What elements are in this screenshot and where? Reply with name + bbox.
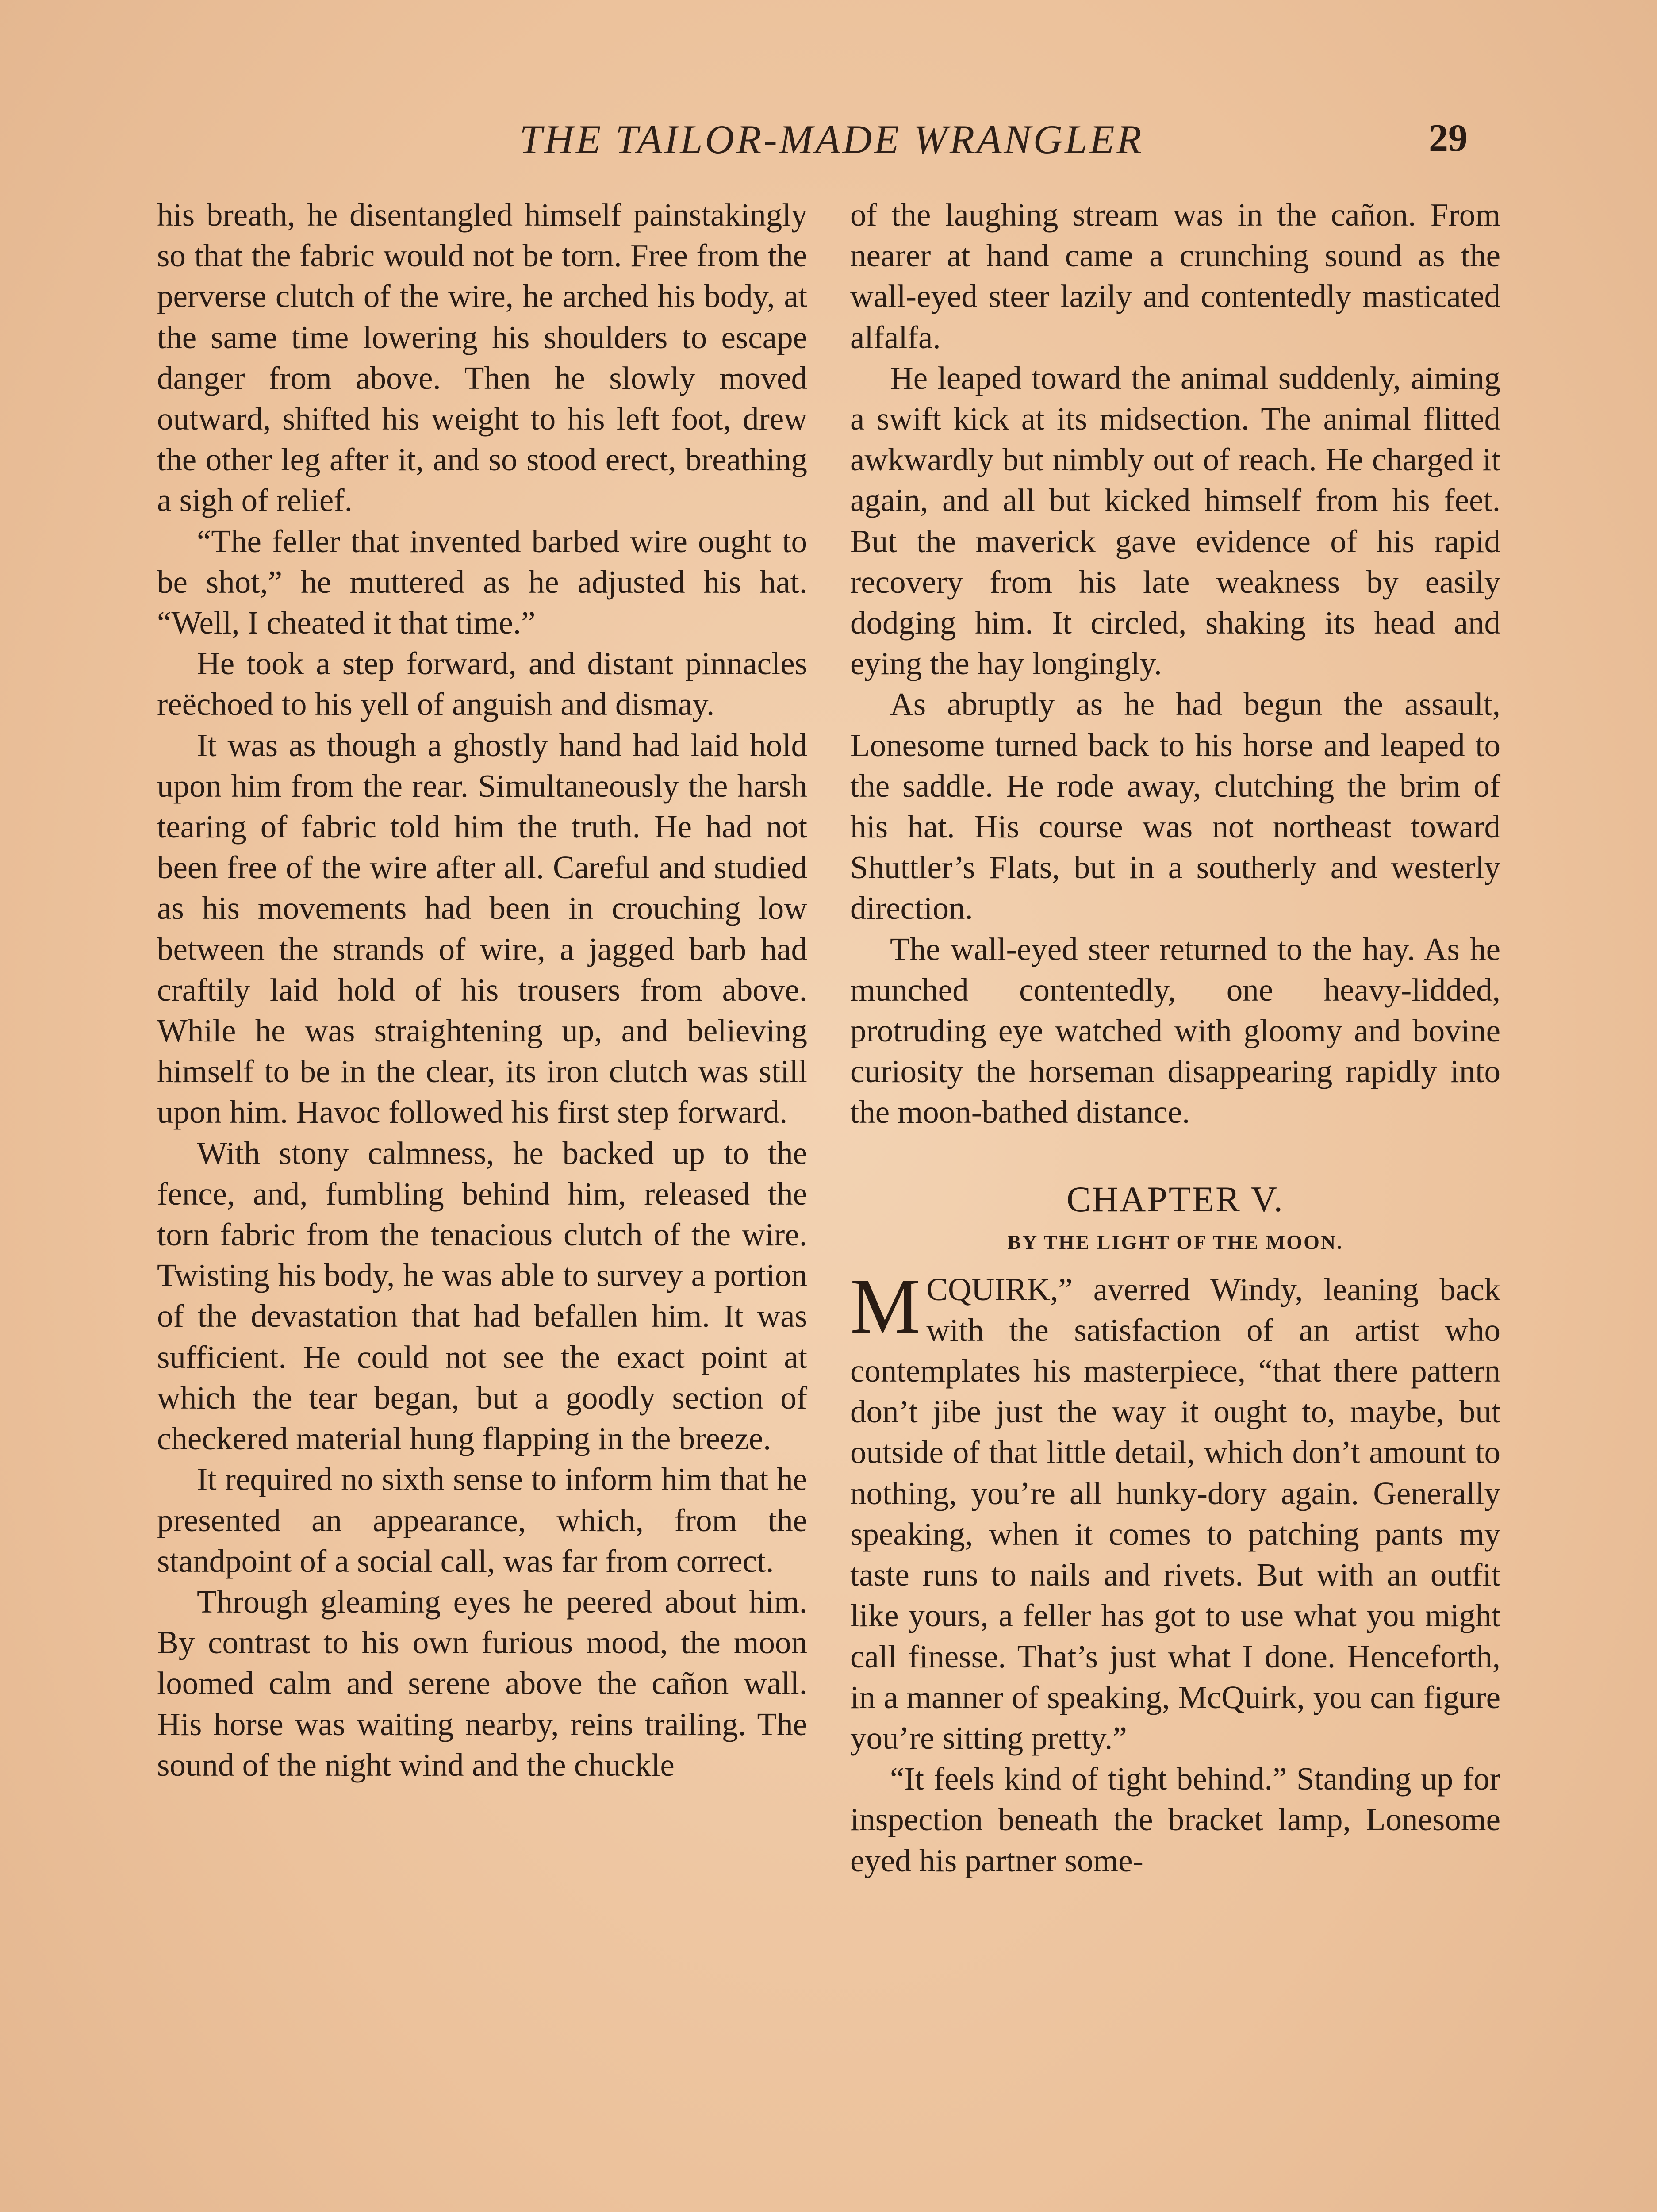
chapter-opening-text: CQUIRK,” averred Windy, leaning back with the satisfaction of an artist who contemplates his masterpiece, “that there pattern don’t jibe just the way it ought to, maybe, but outside of that little detail, which don’t amount to nothing, you’re all hunky-dory again. Generally speaking, when it comes to patching pants my taste runs to nails and rivets. But with an outfit like yours, a feller has got to use what you might call finesse. That’s just what I done. Henceforth, in a manner of speaking, McQuirk, you can figure you’re sitting pretty.” xyxy=(850,1271,1500,1756)
paragraph: of the laughing stream was in the cañon. From nearer at hand came a crunching sound as the wall-eyed steer lazily and contentedly masticated alfalfa. xyxy=(850,197,1500,355)
paragraph: With stony calmness, he backed up to the fence, and, fumbling behind him, released the torn fabric from the tenacious clutch of the wire. Twisting his body, he was able to survey a portion of the devastation that had befallen him. It was sufficient. He could not see the exact point at which the tear began, but a goodly section of checkered material hung flapping in the breeze. xyxy=(157,1135,807,1457)
paragraph: “The feller that invented barbed wire ought to be shot,” he muttered as he adjusted his hat. “Well, I cheated it that time.” xyxy=(157,523,807,641)
paragraph: It required no sixth sense to inform him that he presented an appearance, which, from the standpoint of a social call, was far from correct. xyxy=(157,1461,807,1579)
paragraph: his breath, he disentangled himself painstakingly so that the fabric would not be torn. Free from the perverse clutch of the wire, he arched his body, at the same time lowering his shoulders to escape danger from above. Then he slowly moved outward, shifted his weight to his left foot, drew the other leg after it, and so stood erect, breathing a sigh of relief. xyxy=(157,197,807,518)
paragraph: He leaped toward the animal suddenly, aiming a swift kick at its midsection. The animal flitted awkwardly but nimbly out of reach. He charged it again, and all but kicked himself from his feet. But the maverick gave evidence of his rapid recovery from his late weakness by easily dodging him. It circled, shaking its head and eying the hay longingly. xyxy=(850,360,1500,682)
left-column xyxy=(157,195,807,1786)
paragraph: He took a step forward, and distant pinnacles reëchoed to his yell of anguish and dismay. xyxy=(157,645,807,722)
chapter-heading: CHAPTER V. xyxy=(1066,1179,1284,1219)
paragraph: The wall-eyed steer returned to the hay. As he munched contentedly, one heavy-lidded, protruding eye watched with gloomy and bovine curiosity the horseman disappearing rapidly into the moon-bathed distance. xyxy=(850,931,1500,1130)
chapter-opening-paragraph xyxy=(850,1262,1500,1759)
paragraph: Through gleaming eyes he peered about him. By contrast to his own furious mood, the moon loomed calm and serene above the cañon wall. His horse was waiting nearby, reins trailing. The sound of the night wind and the chuckle xyxy=(157,1583,807,1783)
running-title: THE TAILOR-MADE WRANGLER xyxy=(519,117,1144,162)
drop-cap: M xyxy=(850,1262,921,1350)
paragraph: “It feels kind of tight behind.” Standing up for inspection beneath the bracket lamp, Lonesome eyed his partner some- xyxy=(850,1761,1500,1878)
page-number: 29 xyxy=(1429,117,1468,160)
paragraph: It was as though a ghostly hand had laid hold upon him from the rear. Simultaneously the harsh tearing of fabric told him the truth. He had not been free of the wire after all. Careful and studied as his movements had been in crouching low between the strands of wire, a jagged barb had craftily laid hold of his trousers from above. While he was straightening up, and believing himself to be in the clear, its iron clutch was still upon him. Havoc followed his first step forward. xyxy=(157,727,807,1130)
paragraph: As abruptly as he had begun the assault, Lonesome turned back to his horse and leaped to the saddle. He rode away, clutching the brim of his hat. His course was not northeast toward Shuttler’s Flats, but in a southerly and westerly direction. xyxy=(850,686,1500,926)
chapter-subtitle: BY THE LIGHT OF THE MOON. xyxy=(1007,1230,1343,1253)
right-column xyxy=(850,195,1500,1881)
